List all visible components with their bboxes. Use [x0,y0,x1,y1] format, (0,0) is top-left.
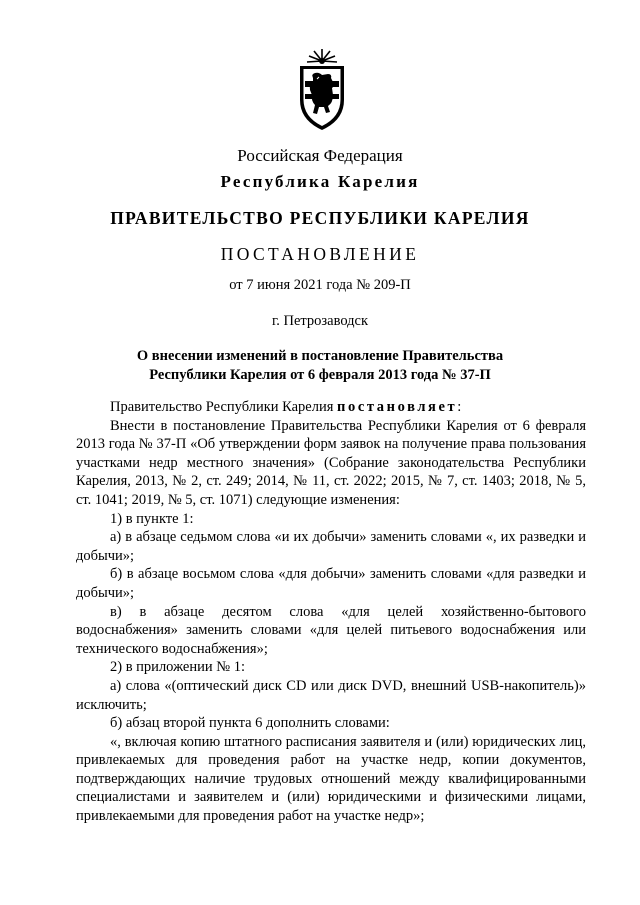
body-paragraph-8: б) абзац второй пункта 6 дополнить словами: [110,715,390,732]
document-date-number: от 7 июня 2021 года № 209-П [229,277,411,293]
document-title-line-2: Республики Карелия от 6 февраля 2013 года № 37-П [149,367,491,383]
document-title [0,347,640,385]
body-paragraph-4: б) в абзаце восьмом слова «для добычи» заменить словами «для разведки и добычи»; [76,566,586,601]
body-paragraph-6: 2) в приложении № 1: [110,659,245,676]
intro-suffix: : [457,399,462,415]
karelia-coat-of-arms-emblem [297,48,347,132]
document-city: г. Петрозаводск [271,313,369,329]
body-paragraph-2: 1) в пункте 1: [110,510,194,527]
intro-decree-word: постановляет [337,399,458,415]
body-paragraph-3: а) в абзаце седьмом слова «и их добычи» заменить словами «, их разведки и добычи»; [76,529,586,564]
body-paragraph-9: «, включая копию штатного расписания заявителя и (или) юридических лиц, привлекаемых для проведения работ на участке недр, копии документов, подтверждающих наличие трудовых отношений между квалифицированными специалистами и заявителем и (или) юридическими и физическими лицами, привлекаемыми для проведения работ на участке недр»; [76,733,586,825]
document-title-line-1: О внесении изменений в постановление Правительства [136,348,504,364]
country-name: Российская Федерация [237,146,403,165]
body-intro-paragraph [76,398,586,417]
intro-prefix: Правительство Республики Карелия [110,399,334,415]
document-body [76,398,586,826]
government-name: ПРАВИТЕЛЬСТВО РЕСПУБЛИКИ КАРЕЛИЯ [110,208,530,228]
document-type: ПОСТАНОВЛЕНИЕ [220,244,420,264]
republic-name: Республика Карелия [220,172,420,191]
body-paragraph-5: в) в абзаце десятом слова «для целей хозяйственно-бытового водоснабжения» заменить словами «для целей питьевого водоснабжения или технического водоснабжения»; [76,603,586,657]
body-paragraph-1: Внести в постановление Правительства Республики Карелия от 6 февраля 2013 года № 37-П «Об утверждении форм заявок на получение права пользования участками недр местного значения» (Собрание законодательства Республики Карелия, 2013, № 2, ст. 249; 2014, № 11, ст. 2022; 2015, № 7, ст. 1403; 2018, № 5, ст. 1041; 2019, № 5, ст. 1071) следующие изменения: [76,417,586,508]
body-paragraph-7: а) слова «(оптический диск CD или диск DVD, внешний USB-накопитель)» исключить; [76,677,586,713]
